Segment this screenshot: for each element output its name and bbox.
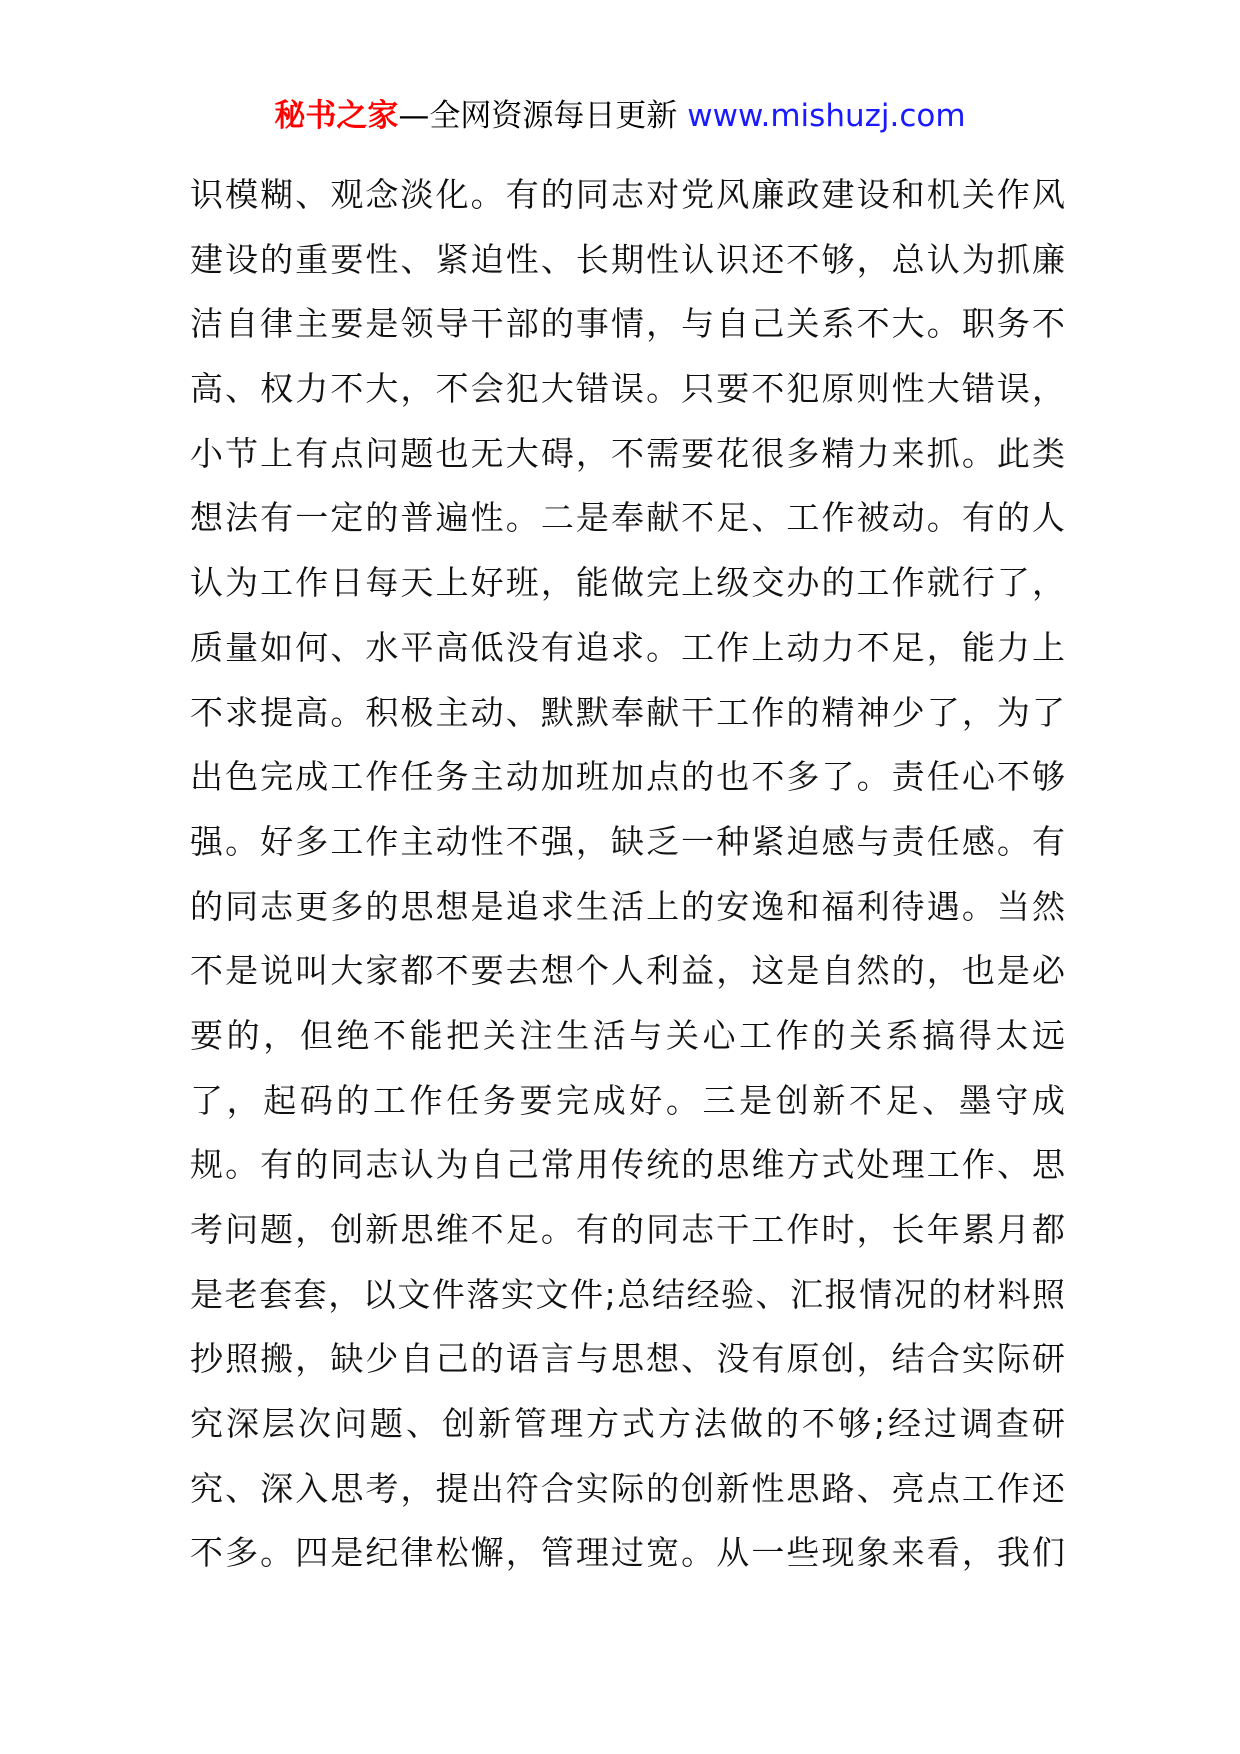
text-line: 质量如何、水平高低没有追求。工作上动力不足，能力上	[190, 627, 1065, 667]
site-slogan: —全网资源每日更新	[398, 98, 688, 134]
text-line: 考问题，创新思维不足。有的同志干工作时，长年累月都	[190, 1210, 1065, 1249]
text-line: 高、权力不大，不会犯大错误。只要不犯原则性大错误，	[190, 369, 1065, 409]
text-line: 出色完成工作任务主动加班加点的也不多了。责任心不够	[190, 757, 1065, 797]
text-line: 小节上有点问题也无大碍，不需要花很多精力来抓。此类	[190, 433, 1065, 473]
document-body	[190, 163, 1065, 1586]
site-url-link[interactable]: www.mishuzj.com	[687, 98, 966, 134]
site-header	[0, 96, 1240, 136]
site-brand: 秘书之家	[274, 98, 399, 134]
text-line: 识模糊、观念淡化。有的同志对党风廉政建设和机关作风	[190, 175, 1065, 214]
text-line: 规。有的同志认为自己常用传统的思维方式处理工作、思	[190, 1145, 1065, 1185]
text-line: 建设的重要性、紧迫性、长期性认识还不够，总认为抓廉	[190, 239, 1065, 279]
text-line: 抄照搬，缺少自己的语言与思想、没有原创，结合实际研	[190, 1339, 1065, 1379]
text-line: 究深层次问题、创新管理方式方法做的不够;经过调查研	[190, 1404, 1065, 1444]
text-line: 强。好多工作主动性不强，缺乏一种紧迫感与责任感。有	[190, 821, 1065, 861]
text-line: 认为工作日每天上好班，能做完上级交办的工作就行了，	[190, 563, 1065, 603]
text-line: 了，起码的工作任务要完成好。三是创新不足、墨守成	[190, 1080, 1065, 1120]
text-line: 不是说叫大家都不要去想个人利益，这是自然的，也是必	[190, 951, 1065, 991]
text-line: 不求提高。积极主动、默默奉献干工作的精神少了，为了	[190, 692, 1065, 732]
text-line: 想法有一定的普遍性。二是奉献不足、工作被动。有的人	[190, 498, 1065, 538]
text-line: 不多。四是纪律松懈，管理过宽。从一些现象来看，我们	[190, 1533, 1065, 1573]
text-line: 要的，但绝不能把关注生活与关心工作的关系搞得太远	[190, 1015, 1065, 1055]
text-line: 的同志更多的思想是追求生活上的安逸和福利待遇。当然	[190, 886, 1065, 926]
text-line: 究、深入思考，提出符合实际的创新性思路、亮点工作还	[190, 1468, 1065, 1508]
text-line: 洁自律主要是领导干部的事情，与自己关系不大。职务不	[190, 304, 1065, 344]
text-line: 是老套套，以文件落实文件;总结经验、汇报情况的材料照	[190, 1274, 1065, 1314]
